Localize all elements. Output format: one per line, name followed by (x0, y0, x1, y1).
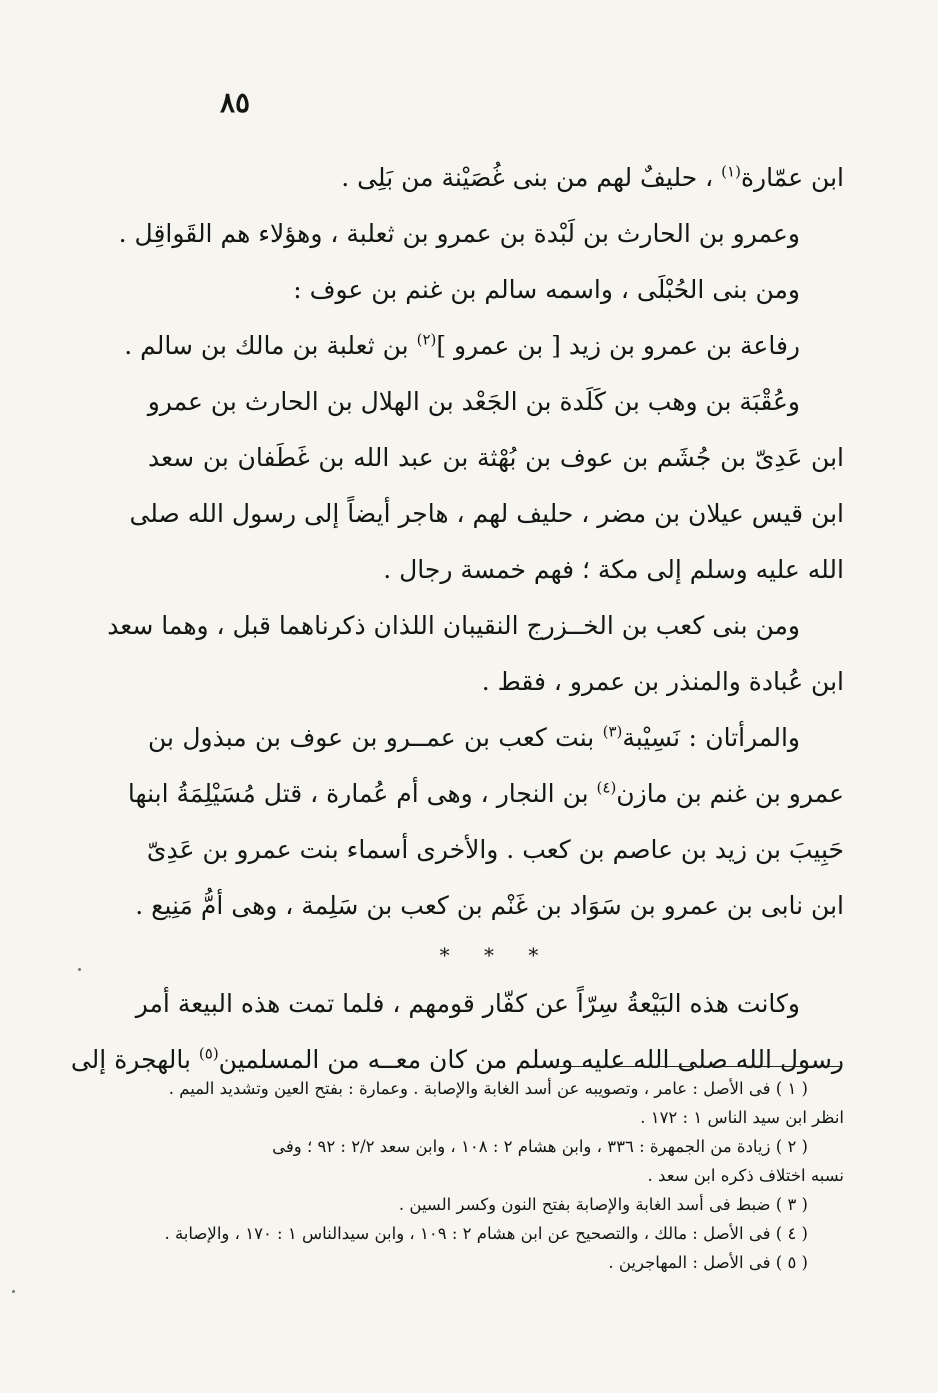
text-line (148, 150, 844, 206)
text-line (135, 976, 844, 1032)
line-text: وعمرو بن الحارث بن لَبْدة بن عمرو بن ثعلبة ، وهؤلاء هم القَواقِل . (118, 219, 800, 248)
line-text: ابن نابى بن عمرو بن سَوَاد بن غَنْم بن كعب بن سَلِمة ، وهى أمُّ مَنِيع . (135, 891, 844, 920)
paper-speck (12, 1290, 15, 1293)
line-text: رفاعة بن عمرو بن زيد [ بن عمرو ] (436, 331, 800, 360)
line-text: ابن قيس عيلان بن مضر ، حليف لهم ، هاجر أيضاً إلى رسول الله صلى (129, 499, 844, 528)
line-text: عمرو بن غنم بن مازن (616, 779, 844, 808)
footnote-line: انظر ابن سيد الناس ١ : ١٧٢ . (640, 1108, 844, 1127)
footnote-marker: (٣) (602, 722, 623, 741)
text-line (107, 598, 844, 654)
footnotes (150, 1074, 844, 1277)
line-text: ابن عمّارة (740, 163, 844, 192)
line-text: بن ثعلبة بن مالك بن سالم . (124, 331, 417, 360)
text-line (148, 262, 844, 318)
footnote-marker: (٢) (416, 330, 437, 349)
footnote-marker: (٤) (596, 778, 617, 797)
line-text: بن النجار ، وهى أم عُمارة ، قتل مُسَيْلِمَةُ ابنها (127, 779, 597, 808)
page-number: ٨٥ (219, 86, 251, 119)
text-line (129, 486, 844, 542)
main-text (70, 150, 844, 1088)
text-line (148, 374, 844, 430)
line-text: بنت كعب بن عمــرو بن عوف بن مبذول بن (148, 723, 603, 752)
line-text: والمرأتان : نَسِيْبة (622, 723, 800, 752)
line-text: الله عليه وسلم إلى مكة ؛ فهم خمسة رجال . (383, 555, 844, 584)
line-text: حَبِيبَ بن زيد بن عاصم بن كعب . والأخرى أسماء بنت عمرو بن عَدِىّ (146, 835, 844, 864)
line-text: وكانت هذه البَيْعةُ سِرّاً عن كفّار قومهم ، فلما تمت هذه البيعة أمر (135, 989, 800, 1018)
footnote-line: ( ٣ ) ضبط فى أسد الغابة والإصابة بفتح النون وكسر السين . (398, 1195, 808, 1214)
section-separator: * * * (439, 943, 553, 967)
text-line (148, 542, 844, 598)
line-text: رسول الله صلى الله عليه وسلم من كان معــه من المسلمين (218, 1045, 844, 1074)
footnote-line: ( ٢ ) زيادة من الجمهرة : ٣٣٦ ، وابن هشام ٢ : ١٠٨ ، وابن سعد ٢/٢ : ٩٢ ؛ وفى (272, 1137, 808, 1156)
text-line (148, 822, 844, 878)
footnote-line: ( ٥ ) فى الأصل : المهاجرين . (608, 1253, 808, 1272)
text-line (127, 766, 844, 822)
text-line (124, 318, 844, 374)
line-text: ابن عَدِىّ بن جُشَم بن عوف بن بُهْثة بن عبد الله بن غَطَفان بن سعد (148, 443, 844, 472)
text-line (148, 430, 844, 486)
footnote-divider (540, 1066, 842, 1067)
text-line (148, 654, 844, 710)
footnote-line: ( ١ ) فى الأصل : عامر ، وتصويبه عن أسد الغابة والإصابة . وعمارة : بفتح العين وتشديد الميم . (168, 1079, 808, 1098)
text-line (118, 206, 844, 262)
text-line (135, 878, 844, 934)
line-text: ومن بنى الحُبْلَى ، واسمه سالم بن غنم بن عوف : (293, 275, 800, 304)
text-line (148, 710, 844, 766)
line-text: وعُقْبَة بن وهب بن كَلَدة بن الجَعْد بن الهلال بن الحارث بن عمرو (147, 387, 800, 416)
line-text: بالهجرة إلى (70, 1045, 199, 1074)
line-text: ومن بنى كعب بن الخــزرج النقيبان اللذان ذكرناهما قبل ، وهما سعد (107, 611, 800, 640)
footnote-marker: (١) (721, 162, 741, 181)
footnote-marker: (٥) (198, 1044, 219, 1063)
line-text: ابن عُبادة والمنذر بن عمرو ، فقط . (481, 667, 844, 696)
footnote-line: ( ٤ ) فى الأصل : مالك ، والتصحيح عن ابن هشام ٢ : ١٠٩ ، وابن سيدالناس ١ : ١٧٠ ، والإصابة . (164, 1224, 808, 1243)
footnote-line: نسبه اختلاف ذكره ابن سعد . (647, 1166, 844, 1185)
paper-speck (78, 968, 81, 971)
line-text: ، حليفٌ لهم من بنى غُصَيْنة من بَلِى . (341, 163, 722, 192)
